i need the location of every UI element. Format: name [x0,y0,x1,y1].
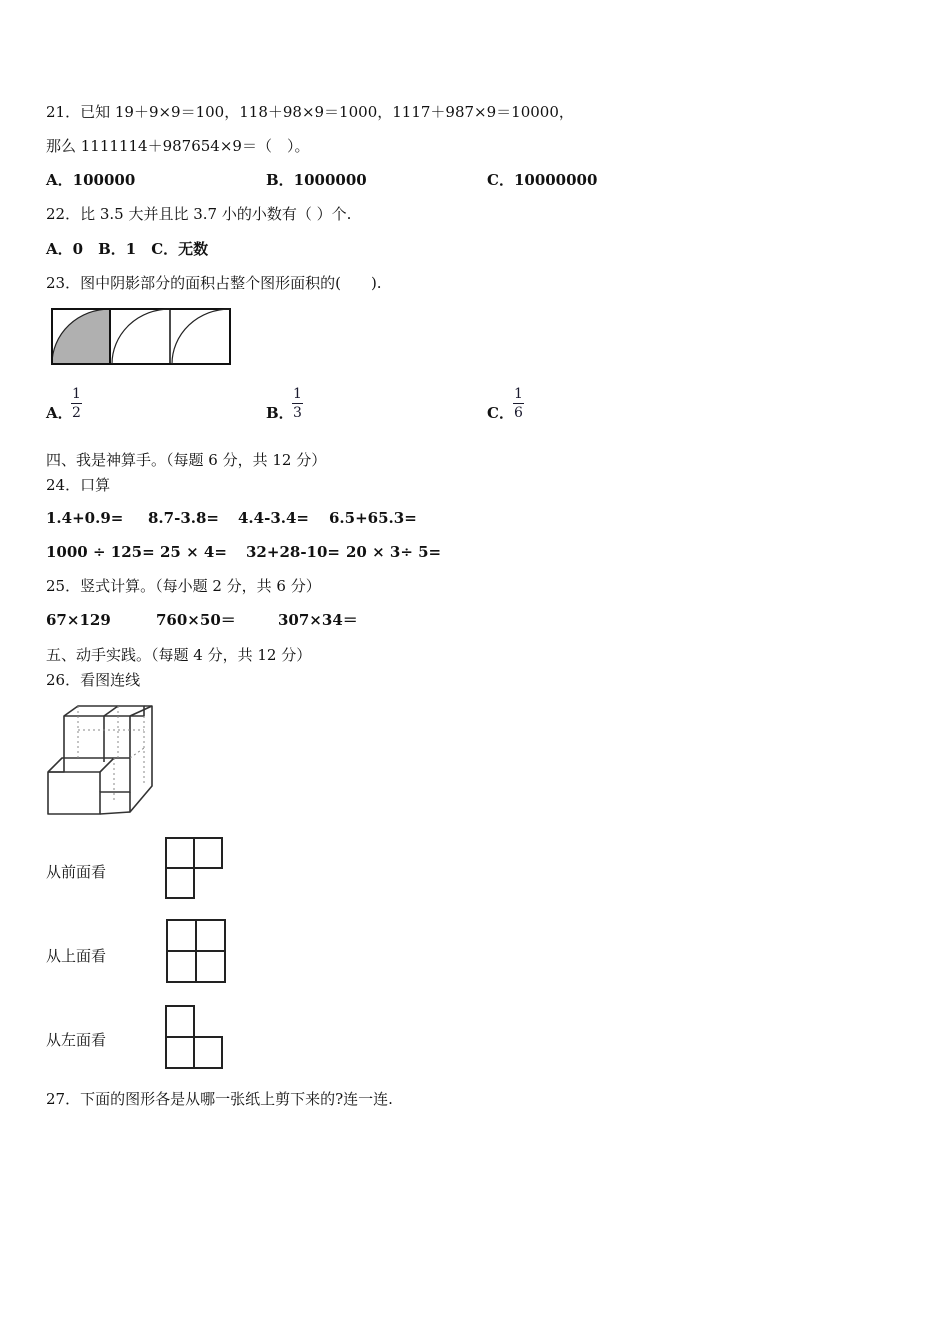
q21-line2: 那么 1111114＋987654×9＝（ ）。 [46,137,310,155]
fraction-denominator: 6 [514,405,523,421]
q23-option-a-label: A． [46,404,73,422]
section5-heading: 五、动手实践。（每题 4 分，共 12 分） [46,646,312,664]
q27-stem: 27．下面的图形各是从哪一张纸上剪下来的?连一连. [46,1090,393,1108]
q24-calc: 1.4+0.9= [46,509,124,527]
fraction-denominator: 3 [293,405,302,421]
q24-calc: 6.5+65.3= [329,509,417,527]
fraction-bar [71,403,82,404]
fraction-numerator: 1 [293,386,302,402]
q23-option-b-label: B． [266,404,294,422]
q21-line1: 21．已知 19＋9×9＝100，118＋98×9＝1000，1117＋987×9＝10000， [46,103,574,121]
q25-item: 67×129 [46,611,111,629]
q23-arc-3 [172,309,230,364]
q23-option-a-fraction [71,386,82,421]
fraction-bar [513,403,524,404]
q23-arc-2 [112,309,170,364]
q25-item: 760×50＝ [156,611,236,629]
q26-view-front-figure [163,835,225,901]
fraction-denominator: 2 [72,405,81,421]
q25-stem: 25．竖式计算。（每小题 2 分，共 6 分） [46,577,321,595]
fraction-numerator: 1 [72,386,81,402]
q24-calc: 1000 ÷ 125= [46,543,155,561]
section4-heading: 四、我是神算手。（每题 6 分，共 12 分） [46,451,327,469]
q24-stem: 24．口算 [46,476,111,494]
q22-stem: 22．比 3.5 大并且比 3.7 小的小数有（ ）个. [46,205,352,223]
q23-option-c-fraction [513,386,524,421]
q22-options: A．0 B．1 C．无数 [46,240,209,258]
q26-cube-figure [44,700,160,820]
q21-option-b: B．1000000 [266,171,367,189]
q21-option-c: C．10000000 [487,171,598,189]
q24-calc: 20 × 3÷ 5= [346,543,442,561]
q26-view-front-label: 从前面看 [46,863,107,881]
q24-calc: 8.7-3.8= [148,509,219,527]
q23-stem: 23．图中阴影部分的面积占整个图形面积的( ). [46,274,382,292]
q24-calc: 25 × 4= [160,543,227,561]
q23-option-b-fraction [292,386,303,421]
q23-option-c-label: C． [487,404,514,422]
q26-view-left-figure [163,1003,225,1071]
fraction-numerator: 1 [514,386,523,402]
q26-view-top-label: 从上面看 [46,947,107,965]
q26-stem: 26．看图连线 [46,671,141,689]
q26-view-top-figure [163,917,229,985]
fraction-bar [292,403,303,404]
q24-calc: 32+28-10= [246,543,340,561]
q23-figure [48,306,234,368]
q26-view-left-label: 从左面看 [46,1031,107,1049]
q21-option-a: A．100000 [46,171,136,189]
q24-calc: 4.4-3.4= [238,509,309,527]
q23-shaded-quarter-circle [52,309,110,364]
q25-item: 307×34＝ [278,611,358,629]
